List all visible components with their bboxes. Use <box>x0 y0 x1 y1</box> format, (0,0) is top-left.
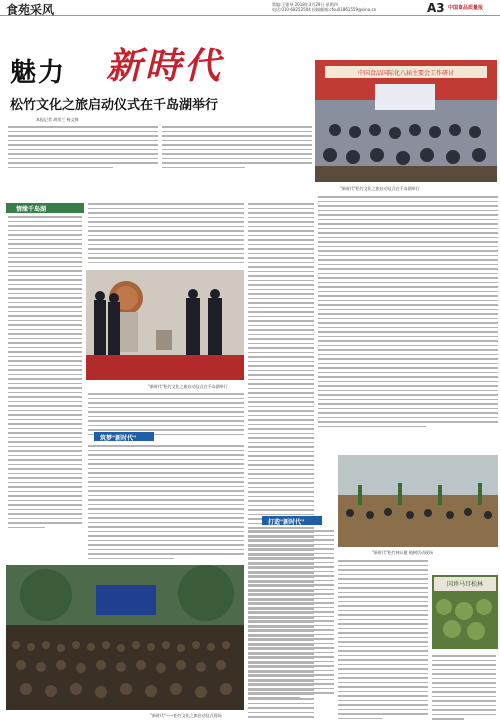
ceremony-photo-caption: "新时代"松竹文化之旅启动仪式在千岛湖举行 <box>148 384 228 389</box>
right-text-bottom <box>432 655 496 721</box>
middle-text-b <box>88 445 244 562</box>
headline-accent: 新時代 <box>106 45 224 87</box>
crowd-photo <box>6 565 244 710</box>
right-text-upper <box>318 196 498 430</box>
crowd-photo-image <box>6 565 244 710</box>
crowd-photo-caption: "新时代"——松竹文化之旅启动仪式现场 <box>150 713 222 718</box>
subhead-a-text: 筑梦"新时代" <box>100 435 137 442</box>
headline-block <box>6 38 306 113</box>
right-text-lower-left <box>338 560 428 721</box>
sidebar-heading-text: 情缘千岛湖 <box>16 206 47 213</box>
conference-photo-image <box>315 60 497 182</box>
header-meta <box>272 2 376 12</box>
conference-photo <box>315 60 497 182</box>
byline: 本报记者 胡奕兰 杨文锦 <box>36 117 79 122</box>
planting-photo <box>338 455 498 547</box>
conference-banner-text: 中国食品国际化八届主要会工作研讨 <box>357 70 455 77</box>
page-number: A3 <box>427 1 445 15</box>
section-name: 食苑采风 <box>6 3 55 17</box>
tea-photo <box>432 575 498 649</box>
newspaper-brand: 中国食品质量报 <box>448 5 484 11</box>
header-meta-line2: 电话:010-68252504 投稿邮箱:cfsu01861559@sina.cn <box>272 7 377 12</box>
center-text-lower <box>248 530 334 701</box>
middle-text-top <box>88 203 244 266</box>
sidebar-heading <box>6 203 84 213</box>
headline-subtitle: 松竹文化之旅启动仪式在千岛湖举行 <box>10 98 219 113</box>
top-photo-caption: "新时代"松竹文化之旅启动仪式在千岛湖举行 <box>340 186 420 191</box>
subhead-b-text: 打造"新时代" <box>268 519 305 526</box>
planting-photo-image <box>338 455 498 547</box>
headline-main: 魅力 <box>10 58 67 88</box>
ceremony-photo <box>86 270 244 380</box>
lead-text-col2 <box>162 126 312 171</box>
ceremony-photo-image <box>86 270 244 380</box>
planting-photo-caption: "新时代"松竹林认植 植树活动现场 <box>372 550 433 555</box>
tea-photo-label: 国珍马耳松林 <box>446 581 484 588</box>
page-header <box>0 0 500 16</box>
subhead-a <box>94 432 154 441</box>
tea-photo-image <box>432 575 498 649</box>
lead-text-col1 <box>8 126 158 171</box>
subhead-b <box>262 516 322 525</box>
header-meta-line1: 策编:王铭琴 2018年3月29日 星期四 <box>272 2 338 7</box>
